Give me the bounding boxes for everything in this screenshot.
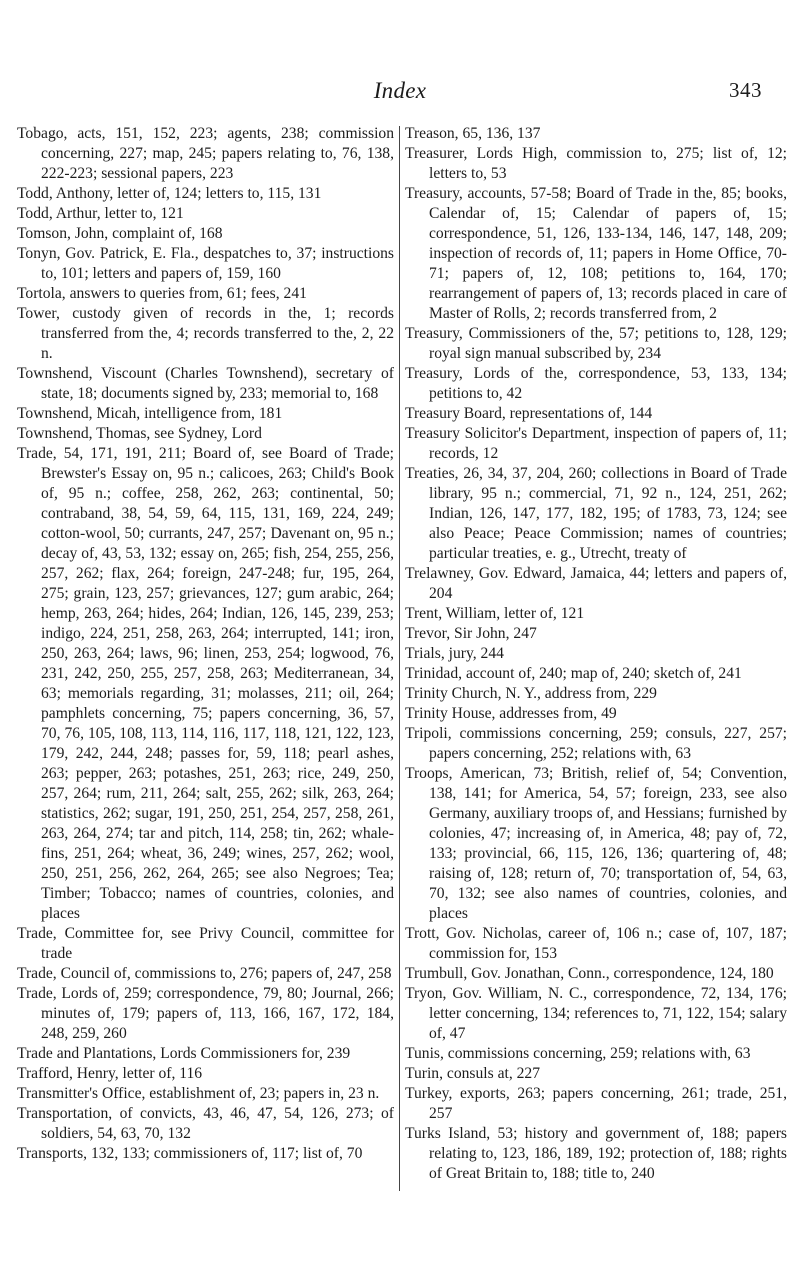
index-entry: Tower, custody given of records in the, 1; records transferred from the, 4; records transferred to the, 2, 22 n.: [17, 305, 394, 362]
index-entry: Trade, Council of, commissions to, 276; papers of, 247, 258: [17, 965, 392, 982]
index-entry: Trials, jury, 244: [405, 645, 504, 662]
index-entry: Trevor, Sir John, 247: [405, 625, 537, 642]
index-entry: Turks Island, 53; history and government of, 188; papers relating to, 123, 186, 189, 192; protection of, 188; rights of Great Britain to, 188; title to, 240: [405, 1125, 787, 1182]
index-entry: Townshend, Thomas, see Sydney, Lord: [17, 425, 262, 442]
index-entry: Treasury, Commissioners of the, 57; petitions to, 128, 129; royal sign manual subscribed by, 234: [405, 325, 787, 362]
index-entry: Trinidad, account of, 240; map of, 240; sketch of, 241: [405, 665, 742, 682]
index-entry: Treasury, accounts, 57-58; Board of Trade in the, 85; books, Calendar of, 15; Calendar of papers of, 15; correspondence, 51, 126, 133-134, 146, 147, 148, 209; inspection of records of, 11; papers in Home Office, 70-71; papers of, 12, 108; petitions to, 164, 170; rearrangement of papers of, 13; records placed in care of Master of Rolls, 2; records transferred from, 2: [405, 185, 787, 322]
index-entry: Turin, consuls at, 227: [405, 1065, 541, 1082]
index-entry: Transports, 132, 133; commissioners of, 117; list of, 70: [17, 1145, 363, 1162]
index-entry: Tomson, John, complaint of, 168: [17, 225, 223, 242]
index-entry: Townshend, Viscount (Charles Townshend), secretary of state, 18; documents signed by, 233; memorial to, 168: [17, 365, 394, 402]
index-entry: Trelawney, Gov. Edward, Jamaica, 44; letters and papers of, 204: [405, 565, 787, 602]
index-entry: Todd, Anthony, letter of, 124; letters to, 115, 131: [17, 185, 322, 202]
index-entry: Trade, Lords of, 259; correspondence, 79, 80; Journal, 266; minutes of, 179; papers of, 113, 166, 167, 172, 184, 248, 259, 260: [17, 985, 394, 1042]
index-entry: Trade and Plantations, Lords Commissioners for, 239: [17, 1045, 351, 1062]
index-entry: Trinity House, addresses from, 49: [405, 705, 617, 722]
index-entry: Transmitter's Office, establishment of, 23; papers in, 23 n.: [17, 1085, 380, 1102]
index-entry: Treasury Board, representations of, 144: [405, 405, 653, 422]
index-entry: Treason, 65, 136, 137: [405, 125, 541, 142]
index-column-right: [405, 124, 787, 1184]
index-entry: Turkey, exports, 263; papers concerning, 261; trade, 251, 257: [405, 1085, 787, 1122]
index-entry: Treasury Solicitor's Department, inspection of papers of, 11; records, 12: [405, 425, 787, 462]
page-number: 343: [729, 78, 762, 102]
index-entry: Townshend, Micah, intelligence from, 181: [17, 405, 283, 422]
index-column-left: [17, 124, 394, 1164]
index-entry: Trott, Gov. Nicholas, career of, 106 n.; case of, 107, 187; commission for, 153: [405, 925, 787, 962]
index-entry: Transportation, of convicts, 43, 46, 47, 54, 126, 273; of soldiers, 54, 63, 70, 132: [17, 1105, 394, 1142]
index-entry: Trade, Committee for, see Privy Council, committee for trade: [17, 925, 394, 962]
index-entry: Tonyn, Gov. Patrick, E. Fla., despatches to, 37; instructions to, 101; letters and papers of, 159, 160: [17, 245, 394, 282]
index-entry: Trade, 54, 171, 191, 211; Board of, see Board of Trade; Brewster's Essay on, 95 n.; calicoes, 263; Child's Book of, 95 n.; coffee, 258, 262, 263; continental, 50; contraband, 38, 54, 59, 64, 115, 131, 169, 224, 249; cotton-wool, 50; currants, 247, 257; Davenant on, 95 n.; decay of, 43, 53, 132; essay on, 265; fish, 254, 255, 256, 257, 262; flax, 264; foreign, 247-248; fur, 195, 264, 275; grain, 123, 257; grievances, 127; gum arabic, 264; hemp, 263, 264; hides, 264; Indian, 126, 145, 239, 253; indigo, 224, 251, 258, 263, 264; interrupted, 141; iron, 250, 263, 264; laws, 96; linen, 253, 254; logwood, 76, 231, 242, 250, 255, 257, 258, 263; Mediterranean, 34, 63; memorials regarding, 31; molasses, 211; oil, 264; pamphlets concerning, 75; papers concerning, 36, 57, 70, 76, 105, 108, 113, 114, 116, 117, 118, 121, 122, 123, 179, 242, 244, 248; passes for, 59, 118; pearl ashes, 263; pepper, 263; potashes, 251, 263; rice, 249, 250, 257, 264; rum, 211, 264; salt, 255, 262; silk, 263, 264; statistics, 262; sugar, 191, 250, 251, 254, 257, 258, 261, 263, 264, 274; tar and pitch, 114, 258; tin, 262; whale-fins, 251, 264; wheat, 36, 249; wines, 257, 262; wool, 250, 251, 256, 262, 264, 265; see also Negroes; Tea; Timber; Tobacco; names of countries, colonies, and places: [17, 445, 394, 922]
index-entry: Treasurer, Lords High, commission to, 275; list of, 12; letters to, 53: [405, 145, 787, 182]
index-entry: Tripoli, commissions concerning, 259; consuls, 227, 257; papers concerning, 252; relations with, 63: [405, 725, 787, 762]
index-entry: Tunis, commissions concerning, 259; relations with, 63: [405, 1045, 751, 1062]
column-divider: [399, 126, 400, 1191]
index-entry: Troops, American, 73; British, relief of, 54; Convention, 138, 141; for America, 54, 57; foreign, 233, see also Germany, auxiliary troops of, and Hessians; furnished by colonies, 47; increasing of, in America, 48; pay of, 72, 133; provincial, 66, 115, 126, 136; quartering of, 48; raising of, 128; return of, 70; transportation of, 54, 63, 70, 132; see also names of countries, colonies, and places: [405, 765, 787, 922]
running-head: [0, 72, 800, 112]
index-entry: Treasury, Lords of the, correspondence, 53, 133, 134; petitions to, 42: [405, 365, 787, 402]
index-entry: Trafford, Henry, letter of, 116: [17, 1065, 203, 1082]
index-entry: Tryon, Gov. William, N. C., correspondence, 72, 134, 176; letter concerning, 134; references to, 71, 122, 154; salary of, 47: [405, 985, 787, 1042]
index-entry: Tobago, acts, 151, 152, 223; agents, 238; commission concerning, 227; map, 245; papers relating to, 76, 138, 222-223; sessional papers, 223: [17, 125, 394, 182]
index-entry: Trinity Church, N. Y., address from, 229: [405, 685, 657, 702]
index-entry: Tortola, answers to queries from, 61; fees, 241: [17, 285, 307, 302]
index-entry: Trumbull, Gov. Jonathan, Conn., correspondence, 124, 180: [405, 965, 774, 982]
index-entry: Todd, Arthur, letter to, 121: [17, 205, 184, 222]
index-entry: Trent, William, letter of, 121: [405, 605, 585, 622]
running-title: Index: [373, 78, 427, 103]
index-entry: Treaties, 26, 34, 37, 204, 260; collections in Board of Trade library, 95 n.; commercial, 71, 92 n., 124, 251, 262; Indian, 126, 147, 177, 182, 195; of 1783, 73, 124; see also Peace; Peace Commission; names of countries; particular treaties, e. g., Utrecht, treaty of: [405, 465, 787, 562]
